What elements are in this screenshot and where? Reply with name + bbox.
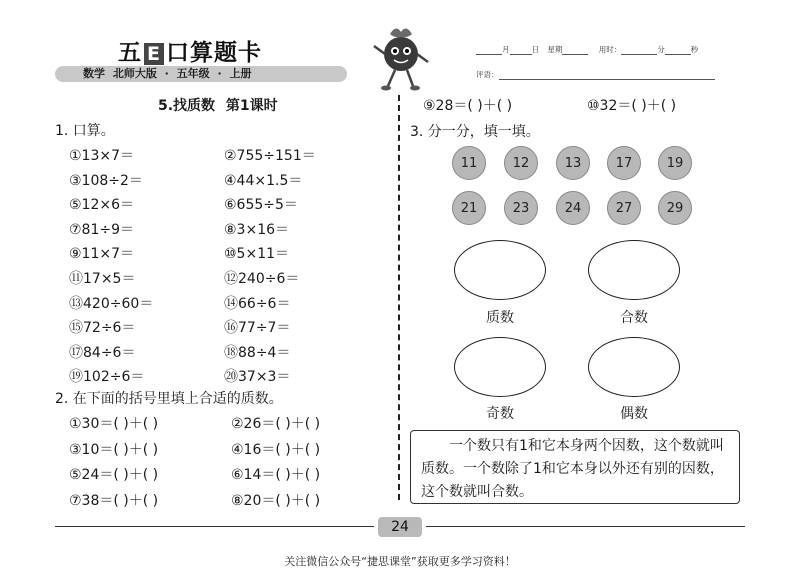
calc-item: ⑮72÷6＝	[69, 320, 136, 337]
number-circle	[658, 146, 692, 180]
number-circle-label: 24	[564, 200, 582, 216]
number-circle-label: 17	[615, 155, 633, 171]
prime-label: 质数	[486, 310, 514, 326]
prime-sum-item: ⑧20＝( )＋( )	[231, 492, 321, 509]
card-title: 五 E 口算题卡	[118, 40, 262, 66]
odd-label: 奇数	[486, 406, 514, 422]
calc-item: ⑦81÷9＝	[69, 221, 135, 238]
even-label: 偶数	[620, 406, 648, 422]
date-time-line: 月 日 星期 用时： 分 秒	[476, 44, 698, 55]
calc-item: ⑪17×5＝	[69, 271, 136, 287]
prime-sum-item: ⑤24＝( )＋( )	[69, 467, 159, 483]
calc-item: ①13×7＝	[69, 148, 135, 164]
prime-sum-item: ⑦38＝( )＋( )	[69, 492, 159, 509]
composite-oval	[588, 240, 680, 300]
number-circle-label: 11	[460, 155, 478, 171]
section2-item-10: ⑩32＝( )＋( )	[587, 98, 677, 114]
number-circle-label: 12	[512, 155, 530, 171]
title-e-logo: E	[144, 43, 164, 65]
prime-sum-item: ⑥14＝( )＋( )	[231, 467, 321, 483]
calc-item: ⑨11×7＝	[69, 246, 135, 263]
calc-item: ⑬420÷60＝	[69, 295, 154, 312]
number-circle-label: 21	[460, 200, 478, 216]
number-circle	[452, 146, 486, 180]
section3-heading: 3. 分一分，填一填。	[410, 124, 540, 140]
column-divider	[398, 95, 400, 500]
number-circle	[607, 191, 641, 225]
calc-item: ②755÷151＝	[224, 148, 316, 164]
lesson-title: 5.找质数 第1课时	[158, 98, 278, 114]
calc-item: ③108÷2＝	[69, 172, 143, 189]
calc-item: ⑲102÷6＝	[69, 369, 145, 386]
section1-heading: 1. 口算。	[55, 123, 115, 139]
mascot-icon	[368, 24, 434, 92]
page-number: 24	[378, 517, 422, 537]
odd-oval	[454, 337, 546, 397]
prime-sum-item: ③10＝( )＋( )	[69, 441, 159, 458]
definition-box: 一个数只有1和它本身两个因数，这个数就叫质数。一个数除了1和它本身以外还有别的因数，这个数就叫合数。	[410, 430, 740, 504]
prime-sum-item: ④16＝( )＋( )	[231, 441, 321, 458]
calc-item: ⑧3×16＝	[224, 221, 290, 238]
number-circle	[452, 191, 486, 225]
prime-sum-item: ②26＝( )＋( )	[231, 416, 321, 432]
comment-line: 评语：	[476, 69, 715, 80]
number-circle	[556, 191, 590, 225]
number-circle-label: 29	[666, 200, 684, 216]
calc-item: ④44×1.5＝	[224, 172, 303, 189]
calc-item: ⑥655÷5＝	[224, 197, 298, 214]
number-circle	[607, 146, 641, 180]
number-circle	[504, 146, 538, 180]
calc-item: ⑭66÷6＝	[224, 295, 291, 312]
section2-heading: 2. 在下面的括号里填上合适的质数。	[55, 391, 283, 407]
calc-item: ⑤12×6＝	[69, 197, 135, 214]
footer-note: 关注微信公众号“捷思课堂”获取更多学习资料！	[284, 555, 516, 568]
composite-label: 合数	[620, 310, 648, 326]
even-oval	[588, 337, 680, 397]
number-circle-label: 19	[666, 155, 684, 171]
subtitle-bar: 数学 北师大版 · 五年级 · 上册	[55, 66, 347, 82]
calc-item: ⑯77÷7＝	[224, 320, 291, 337]
calc-item: ⑫240÷6＝	[224, 271, 300, 287]
calc-item: ⑩5×11＝	[224, 246, 290, 263]
number-circle-label: 13	[564, 155, 582, 171]
calc-item: ⑱88÷4＝	[224, 344, 291, 361]
calc-item: ⑰84÷6＝	[69, 344, 136, 361]
number-circle-label: 27	[615, 200, 633, 216]
number-circle	[556, 146, 590, 180]
number-circle-label: 23	[512, 200, 530, 216]
calc-item: ⑳37×3＝	[224, 369, 291, 386]
number-circle	[504, 191, 538, 225]
prime-oval	[454, 240, 546, 300]
section2-item-9: ⑨28＝( )＋( )	[423, 98, 513, 114]
prime-sum-item: ①30＝( )＋( )	[69, 416, 159, 432]
number-circle	[658, 191, 692, 225]
